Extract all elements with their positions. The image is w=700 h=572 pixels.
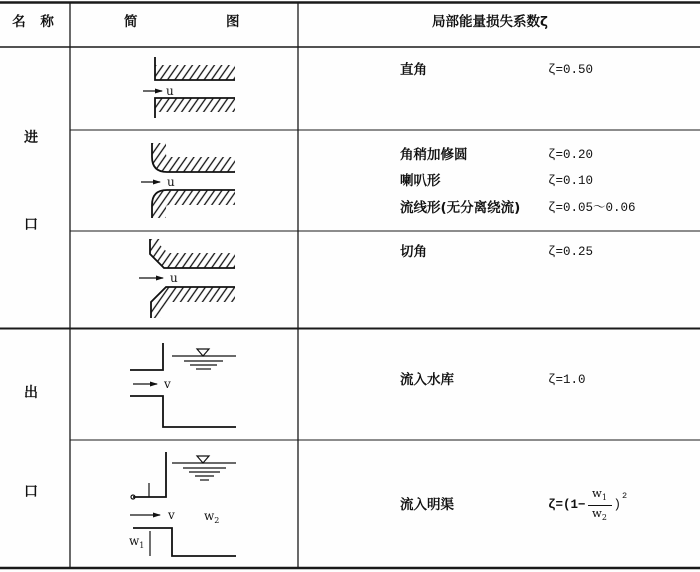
channel-area-label [204, 509, 219, 525]
formula-power: 2 [622, 491, 628, 501]
item-coefficient: ζ=0.50 [548, 63, 594, 77]
inlet-group-char-top: 进 [24, 130, 38, 146]
item-coefficient: ζ=0.05～0.06 [548, 201, 636, 215]
sketch-outlet-to-reservoir [130, 343, 236, 427]
flow-velocity-label: v [164, 377, 171, 391]
upper-wall-hatching [152, 143, 235, 172]
header-name: 名 称 [12, 14, 54, 30]
fraction-denominator [592, 507, 607, 524]
numerator-variable: w [592, 485, 602, 500]
water-level-symbol [172, 349, 236, 369]
item-coefficient: ζ=0.10 [548, 174, 594, 188]
fraction-numerator [592, 487, 607, 504]
formula-fraction [588, 487, 612, 524]
item-label: 直角 [400, 62, 427, 78]
flow-velocity-label: u [167, 175, 175, 189]
header-coefficient: 局部能量损失系数ζ [432, 14, 548, 30]
pipe-lower-wall-and-reservoir-bed [130, 396, 236, 427]
sketch-rounded-inlet [141, 143, 235, 218]
item-label: 角稍加修圆 [400, 147, 468, 163]
item-label: 流入明渠 [400, 497, 454, 513]
outlet-group-char-bottom: 口 [24, 484, 38, 500]
pipe-upper-wall [130, 343, 163, 370]
item-label: 切角 [400, 244, 427, 260]
channel-area-variable: w [204, 509, 215, 523]
upper-wall-hatching [155, 65, 235, 80]
formula-prefix: ζ=(1− [548, 498, 586, 512]
item-coefficient: ζ=0.20 [548, 148, 594, 162]
sketch-outlet-to-open-channel [129, 452, 236, 556]
water-level-symbol [172, 456, 236, 480]
sketch-right-angle-inlet [143, 57, 235, 118]
channel-area-subscript: 2 [214, 516, 220, 525]
sketch-chamfered-inlet [139, 239, 235, 318]
header-sketch-right-char: 图 [226, 14, 240, 30]
flow-velocity-label: u [166, 84, 174, 98]
open-channel-coefficient-formula [548, 485, 628, 522]
numerator-subscript: 1 [601, 492, 607, 502]
item-coefficient: ζ=0.25 [548, 245, 594, 259]
item-label: 流线形(无分离绕流) [400, 200, 521, 216]
pipe-area-label [129, 534, 144, 550]
flow-velocity-label: v [168, 508, 175, 522]
upper-wall-hatching [150, 239, 235, 268]
inlet-group-char-bottom: 口 [24, 217, 38, 233]
water-level-triangle [197, 456, 209, 463]
flow-velocity-label: u [170, 271, 178, 285]
header-sketch-left-char: 简 [124, 14, 138, 30]
formula-suffix: ) [613, 498, 622, 512]
outlet-group-char-top: 出 [24, 385, 38, 401]
lower-wall-hatching [152, 190, 235, 218]
pipe-area-variable: w [129, 534, 140, 548]
pipe-area-subscript: 1 [139, 541, 145, 550]
water-level-triangle [197, 349, 209, 356]
item-coefficient: ζ=1.0 [548, 373, 586, 387]
table-grid [0, 2, 700, 568]
denominator-variable: w [592, 505, 602, 520]
lower-wall-hatching [151, 287, 235, 318]
pipe-lower-wall-and-channel-bed [133, 528, 236, 556]
item-label: 喇叭形 [400, 173, 441, 189]
denominator-subscript: 2 [601, 512, 607, 522]
item-label: 流入水库 [400, 372, 454, 388]
lower-wall-hatching [155, 98, 235, 112]
